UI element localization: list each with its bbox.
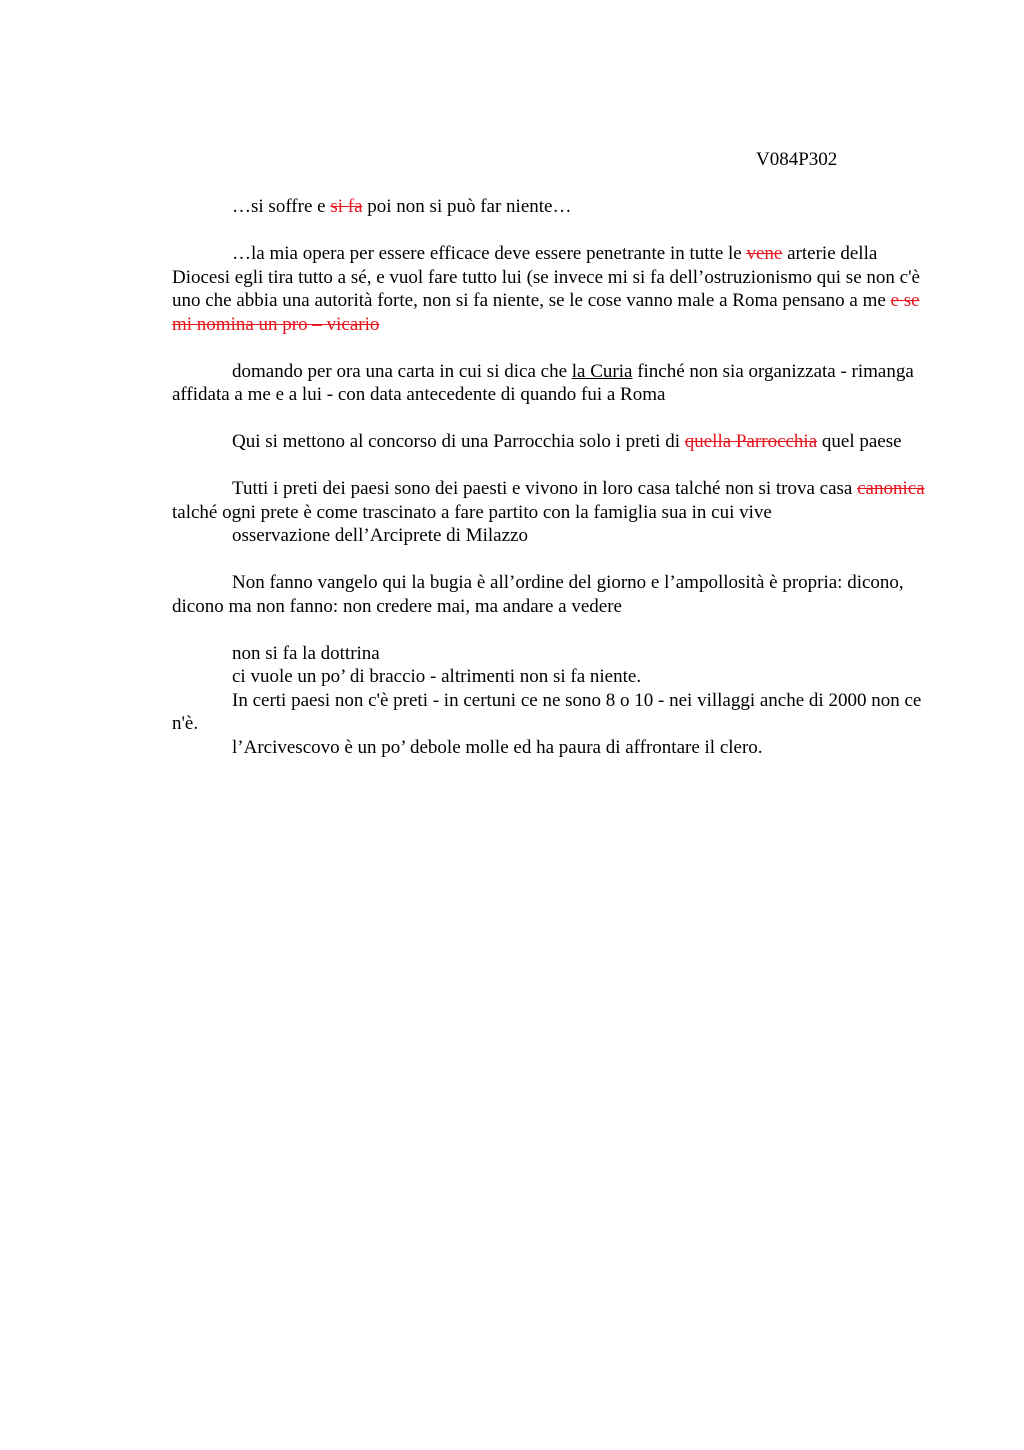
- paragraph-3: [172, 360, 932, 407]
- line-dottrina: non si fa la dottrina: [232, 642, 380, 664]
- document-body: [172, 148, 932, 759]
- paragraph-5: [172, 477, 932, 524]
- text-run: finché non sia organizzata - rimanga affidata a me e a lui - con data antecedente di quando fui a Roma: [172, 360, 914, 405]
- deleted-text: si fa: [330, 196, 363, 217]
- deleted-text: vene: [746, 243, 783, 264]
- line-paesi: In certi paesi non c'è preti - in certuni ce ne sono 8 o 10 - nei villaggi anche di 2000 non ce n'è.: [172, 689, 922, 734]
- text-run: arterie della Diocesi egli tira tutto a sé, e vuol fare tutto lui (se invece mi si fa dell’ostruzionismo qui se non c'è uno che abbia una autorità forte, non si fa niente, se le cose vanno male a Roma pensano a me: [172, 243, 920, 311]
- underlined-text: la Curia: [571, 360, 633, 382]
- deleted-text: e se mi nomina un pro – vicario: [172, 290, 920, 335]
- deleted-text: quella Parrocchia: [684, 431, 818, 452]
- text-run: …la mia opera per essere efficace deve essere penetrante in tutte le: [232, 243, 747, 264]
- paragraph-1: [172, 195, 932, 219]
- paragraph-6: Non fanno vangelo qui la bugia è all’ordine del giorno e l’ampollosità è propria: dicono, dicono ma non fanno: non credere mai, ma andare a vedere: [172, 572, 904, 617]
- page-identifier: V084P302: [756, 149, 838, 170]
- text-run: quel paese: [817, 431, 902, 452]
- line-arcivescovo: l’Arcivescovo è un po’ debole molle ed ha paura di affrontare il clero.: [232, 736, 763, 758]
- deleted-text: canonica: [857, 478, 925, 499]
- line-braccio: ci vuole un po’ di braccio - altrimenti non si fa niente.: [232, 666, 642, 687]
- text-run: talché ogni prete è come trascinato a fare partito con la famiglia sua in cui vive: [172, 501, 772, 523]
- text-run: …si soffre e: [232, 196, 331, 217]
- text-run: Qui si mettono al concorso di una Parrocchia solo i preti di: [232, 431, 685, 452]
- paragraph-2: [172, 242, 932, 336]
- paragraph-5-note: osservazione dell’Arciprete di Milazzo: [232, 525, 528, 546]
- text-run: domando per ora una carta in cui si dica che: [232, 360, 572, 382]
- text-run: Tutti i preti dei paesi sono dei paesti e vivono in loro casa talché non si trova casa: [232, 478, 858, 499]
- text-run: poi non si può far niente…: [362, 196, 572, 217]
- paragraph-4: [172, 430, 932, 454]
